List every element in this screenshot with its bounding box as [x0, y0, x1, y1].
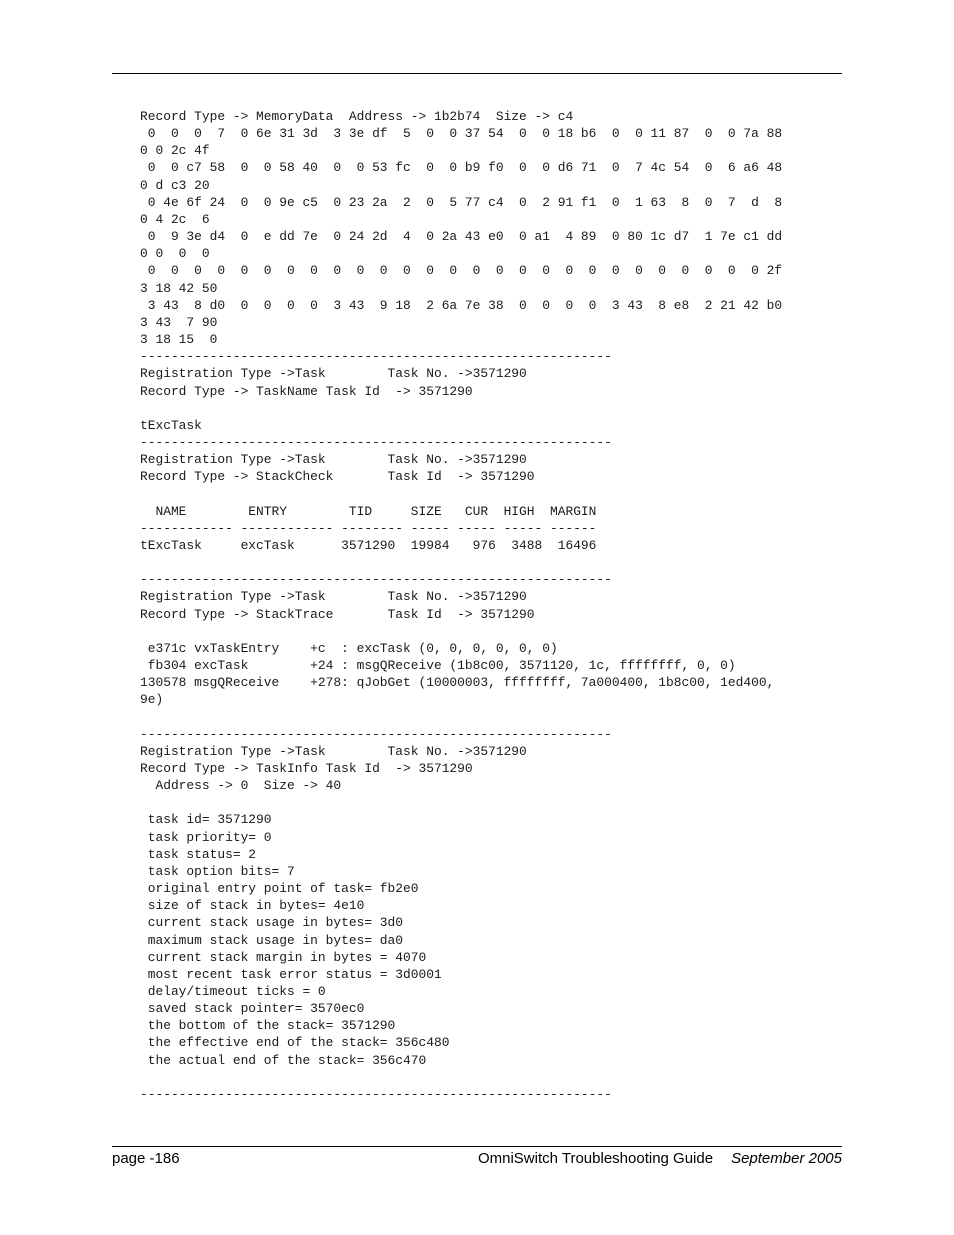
code-line — [140, 485, 840, 502]
code-line: ------------------------------------------------------------- — [140, 572, 612, 588]
code-line: e371c vxTaskEntry +c : excTask (0, 0, 0, 0, 0, 0) — [140, 640, 558, 656]
code-line: task option bits= 7 — [140, 863, 295, 879]
code-line: ------------ ------------ -------- ----- ----- ----- ------ — [140, 520, 597, 536]
code-line: 0 9 3e d4 0 e dd 7e 0 24 2d 4 0 2a 43 e0 0 a1 4 89 0 80 1c d7 1 7e c1 dd — [140, 229, 783, 245]
code-line: task status= 2 — [140, 846, 257, 862]
code-line: Record Type -> StackTrace Task Id -> 3571290 — [140, 606, 535, 622]
code-line: maximum stack usage in bytes= da0 — [140, 932, 404, 948]
code-line: original entry point of task= fb2e0 — [140, 881, 419, 897]
code-line: ------------------------------------------------------------- — [140, 434, 612, 450]
code-line — [140, 623, 840, 640]
console-output — [140, 108, 840, 1103]
code-line: 0 0 0 7 0 6e 31 3d 3 3e df 5 0 0 37 54 0 0 18 b6 0 0 11 87 0 0 7a 88 — [140, 126, 783, 142]
code-line: Registration Type ->Task Task No. ->3571290 — [140, 452, 527, 468]
footer-right — [478, 1150, 842, 1167]
guide-title: OmniSwitch Troubleshooting Guide — [477, 1150, 714, 1167]
code-line: NAME ENTRY TID SIZE CUR HIGH MARGIN — [140, 503, 597, 519]
code-line: delay/timeout ticks = 0 — [140, 983, 326, 999]
code-line — [140, 400, 840, 417]
code-line: 130578 msgQReceive +278: qJobGet (10000003, ffffffff, 7a000400, 1b8c00, 1ed400, — [140, 675, 775, 691]
code-line: Registration Type ->Task Task No. ->3571290 — [140, 366, 527, 382]
code-line: fb304 excTask +24 : msgQReceive (1b8c00, 3571120, 1c, ffffffff, 0, 0) — [140, 658, 736, 673]
code-line: the actual end of the stack= 356c470 — [140, 1052, 427, 1068]
code-line: 0 0 0 0 — [140, 246, 210, 262]
code-line: 3 18 42 50 — [140, 280, 218, 296]
code-line — [140, 1069, 840, 1086]
code-line — [140, 708, 840, 725]
code-line: Address -> 0 Size -> 40 — [140, 778, 342, 794]
code-line: ------------------------------------------------------------- — [140, 1086, 612, 1102]
code-line: Record Type -> TaskName Task Id -> 3571290 — [140, 383, 473, 399]
code-line: current stack margin in bytes = 4070 — [140, 949, 427, 965]
code-line: the bottom of the stack= 3571290 — [140, 1018, 396, 1034]
page-footer — [112, 1150, 842, 1172]
code-line: Registration Type ->Task Task No. ->3571290 — [140, 589, 527, 605]
code-line: 0 0 2c 4f — [140, 143, 210, 159]
code-line: Registration Type ->Task Task No. ->3571290 — [140, 743, 527, 759]
code-line — [140, 554, 840, 571]
code-line: task priority= 0 — [140, 829, 272, 845]
code-line: task id= 3571290 — [140, 812, 272, 828]
code-line: current stack usage in bytes= 3d0 — [140, 915, 404, 931]
code-line: 0 d c3 20 — [140, 177, 210, 193]
code-line: 0 0 c7 58 0 0 58 40 0 0 53 fc 0 0 b9 f0 0 0 d6 71 0 7 4c 54 0 6 a6 48 — [140, 160, 783, 176]
code-line: Record Type -> TaskInfo Task Id -> 3571290 — [140, 760, 473, 776]
code-line: the effective end of the stack= 356c480 — [140, 1035, 450, 1051]
publication-date: September 2005 — [731, 1150, 842, 1167]
code-line: ------------------------------------------------------------- — [140, 726, 612, 742]
code-line: 9e) — [140, 692, 164, 708]
header-rule — [112, 73, 842, 74]
code-line: ------------------------------------------------------------- — [140, 349, 612, 365]
code-line — [140, 794, 840, 811]
code-line: saved stack pointer= 3570ec0 — [140, 1001, 365, 1017]
code-line: tExcTask — [140, 417, 202, 433]
code-line: most recent task error status = 3d0001 — [140, 966, 442, 982]
code-line: 3 18 15 0 — [140, 332, 218, 348]
code-line: size of stack in bytes= 4e10 — [140, 898, 365, 914]
code-line: Record Type -> StackCheck Task Id -> 3571290 — [140, 469, 535, 485]
code-line: 0 4 2c 6 — [140, 211, 210, 227]
code-line: Record Type -> MemoryData Address -> 1b2b74 Size -> c4 — [140, 109, 574, 124]
code-line: 3 43 8 d0 0 0 0 0 3 43 9 18 2 6a 7e 38 0 0 0 0 3 43 8 e8 2 21 42 b0 — [140, 297, 783, 313]
code-line: tExcTask excTask 3571290 19984 976 3488 16496 — [140, 537, 597, 553]
page-number: page -186 — [112, 1150, 180, 1167]
footer-rule — [112, 1146, 842, 1147]
code-line: 0 4e 6f 24 0 0 9e c5 0 23 2a 2 0 5 77 c4 0 2 91 f1 0 1 63 8 0 7 d 8 — [140, 194, 783, 210]
code-line: 0 0 0 0 0 0 0 0 0 0 0 0 0 0 0 0 0 0 0 0 0 0 0 0 0 0 0 2f — [140, 263, 783, 279]
code-line: 3 43 7 90 — [140, 314, 218, 330]
